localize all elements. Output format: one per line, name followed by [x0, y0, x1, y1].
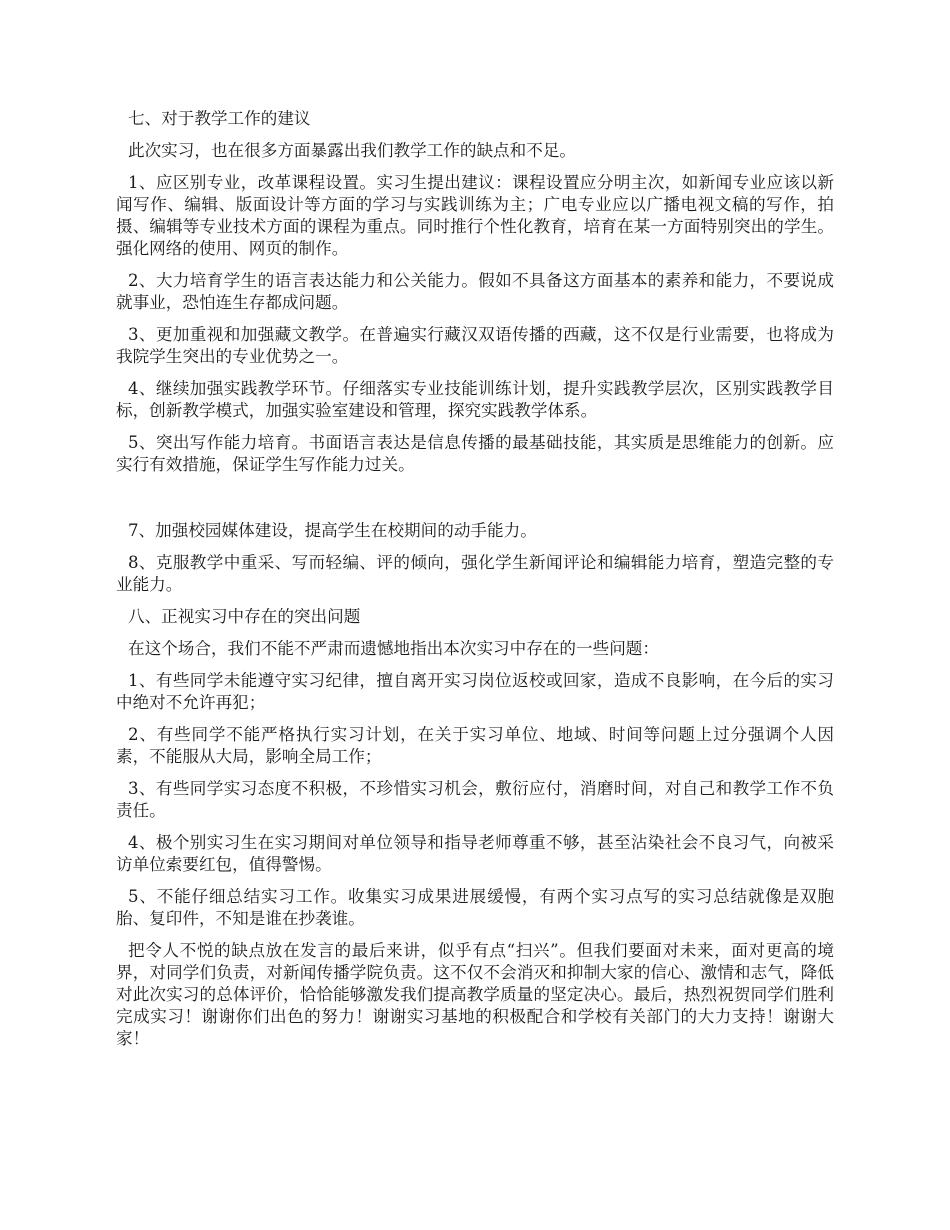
paragraph: 5、突出写作能力培育。书面语言表达是信息传播的最基础技能，其实质是思维能力的创新。应实行有效措施，保证学生写作能力过关。	[116, 433, 834, 474]
paragraph: 1、应区别专业，改革课程设置。实习生提出建议：课程设置应分明主次，如新闻专业应该以新闻写作、编辑、版面设计等方面的学习与实践训练为主；广电专业应以广播电视文稿的写作，拍摄、编辑等专业技术方面的课程为重点。同时推行个性化教育，培育在某一方面特别突出的学生。强化网络的使用、网页的制作。	[116, 173, 834, 258]
paragraph: 3、有些同学实习态度不积极，不珍惜实习机会，敷衍应付，消磨时间，对自己和教学工作不负责任。	[116, 779, 834, 820]
blank-gap	[116, 486, 834, 520]
paragraph: 2、大力培育学生的语言表达能力和公关能力。假如不具备这方面基本的素养和能力，不要说成就事业，恐怕连生存都成问题。	[116, 271, 834, 312]
paragraph: 2、有些同学不能严格执行实习计划，在关于实习单位、地域、时间等问题上过分强调个人因素，不能服从大局，影响全局工作；	[116, 725, 834, 766]
paragraph: 在这个场合，我们不能不严肃而遗憾地指出本次实习中存在的一些问题：	[128, 639, 659, 658]
section-heading-8: 八、正视实习中存在的突出问题	[128, 607, 361, 626]
paragraph: 4、继续加强实践教学环节。仔细落实专业技能训练计划，提升实践教学层次，区别实践教学目标，创新教学模式，加强实验室建设和管理，探究实践教学体系。	[116, 379, 834, 420]
paragraph: 5、不能仔细总结实习工作。收集实习成果进展缓慢，有两个实习点写的实习总结就像是双胞胎、复印件，不知是谁在抄袭谁。	[116, 887, 834, 928]
document-page	[116, 108, 834, 1060]
paragraph: 7、加强校园媒体建设，提高学生在校期间的动手能力。	[128, 521, 537, 540]
paragraph: 此次实习，也在很多方面暴露出我们教学工作的缺点和不足。	[128, 141, 577, 160]
paragraph: 4、极个别实习生在实习期间对单位领导和指导老师尊重不够，甚至沾染社会不良习气，向被采访单位索要红包，值得警惕。	[116, 833, 834, 874]
paragraph: 3、更加重视和加强藏文教学。在普遍实行藏汉双语传播的西藏，这不仅是行业需要，也将成为我院学生突出的专业优势之一。	[116, 325, 834, 366]
closing-paragraph: 把令人不悦的缺点放在发言的最后来讲，似乎有点“扫兴”。但我们要面对未来，面对更高的境界，对同学们负责，对新闻传播学院负责。这不仅不会消灭和抑制大家的信心、激情和志气，降低对此次实习的总体评价，恰恰能够激发我们提高教学质量的坚定决心。最后，热烈祝贺同学们胜利完成实习！谢谢你们出色的努力！谢谢实习基地的积极配合和学校有关部门的大力支持！谢谢大家！	[116, 941, 834, 1048]
section-heading-7: 七、对于教学工作的建议	[128, 109, 311, 128]
paragraph: 8、克服教学中重采、写而轻编、评的倾向，强化学生新闻评论和编辑能力培育，塑造完整的专业能力。	[116, 553, 834, 594]
paragraph: 1、有些同学未能遵守实习纪律，擅自离开实习岗位返校或回家，造成不良影响，在今后的实习中绝对不允许再犯；	[116, 671, 834, 712]
